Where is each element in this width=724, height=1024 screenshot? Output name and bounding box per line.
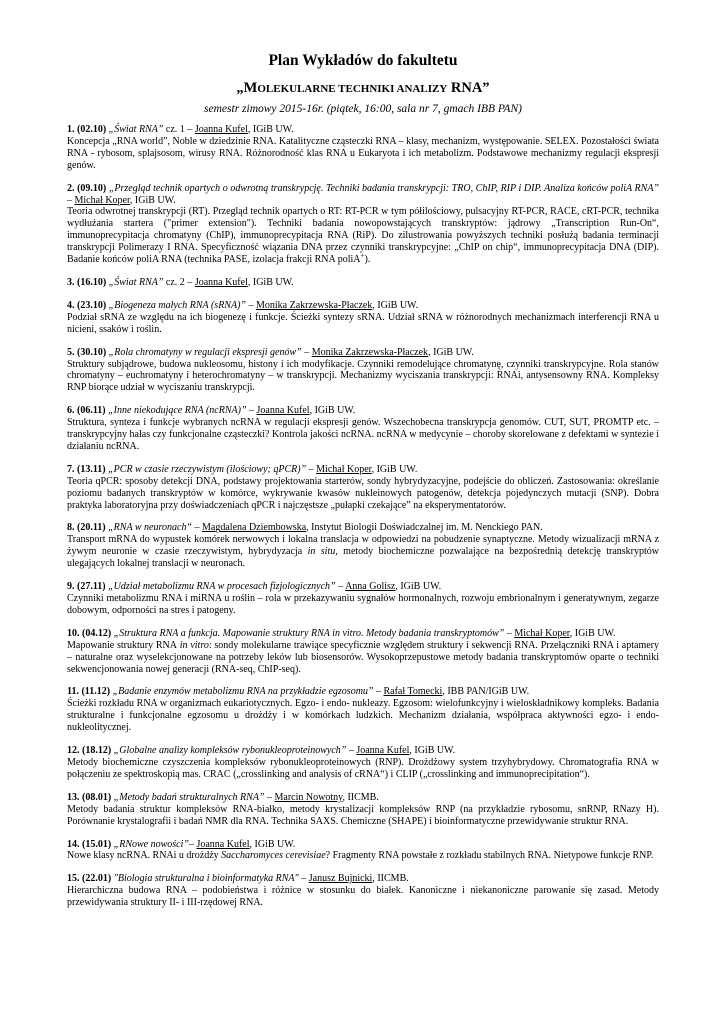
description-text: Ścieżki rozkładu RNA w organizmach eukariotycznych. Egzo- i endo- nukleazy. Egzosom: wielofunkcyjny i wieloskładnikowy kompleks. Badania strukturalne i funkcjonalne egzosomu u drożdży i w komórkach ludzkich. Mechanizm działania, współpraca aktywności egzo- i endo-nukleolitycznej. [67, 698, 659, 734]
lecture-item [67, 347, 659, 395]
lecturer-name: Janusz Bujnicki [308, 873, 373, 885]
document-page [67, 52, 659, 920]
lecturer-name: Anna Golisz [345, 581, 396, 593]
description-italic: in vitro [177, 639, 209, 651]
description-text: Koncepcja „RNA world”, Noble w dziedzinie RNA. Katalityczne cząsteczki RNA – klasy, mechanizm, występowanie. SELEX. Pozostałości świata RNA - rybosom, splajsosom, wirusy RNA. Różnorodność klas RNA u Eukaryota i ich metabolizm. Podstawowe mechanizmy regulacji ekspresji genów. [67, 135, 659, 171]
lecturer-institution: , IGiB UW. [409, 745, 456, 757]
lecturer-name: Michał Koper [316, 463, 372, 475]
lecturer-institution: , IGiB UW. [371, 463, 418, 475]
lecture-description [67, 206, 659, 266]
lecture-number: 5. (30.10) [67, 346, 107, 358]
description-text: Teoria odwrotnej transkrypcji (RT). Przegląd technik opartych o RT: RT-PCR w tym półilościowy, pulsacyjny RT-PCR, RACE, cRT-PCR, technika wydłużania startera ("primer extension"). Techniki badania nowopowstających transkryptów: jądrowy „Transcription Run-On“, immunoprecypitacja chromatyny (ChIP), immunoprecypitacja RNA (RiP). Do zilustrowania powyższych techniki posłużą badania terminacji transkrypcji Polimerazy I RNA. Specyficzność wiązania DNA przez czynniki transkrypcyjne: „ChIP on chip“, immunoprecypitacja DNA (DIP). Badanie końców poliA RNA (technika PASE, izolacja frakcji RNA poliA [67, 206, 659, 266]
lecture-heading [67, 183, 659, 207]
lecture-title: "Biologia strukturalna i bioinformatyka RNA" [111, 873, 299, 885]
lecture-description [67, 136, 659, 172]
lecture-title: „Badanie enzymów metabolizmu RNA na przykładzie egzosomu” [110, 686, 374, 698]
lecture-title: „Rola chromatyny w regulacji ekspresji genów” [106, 346, 302, 358]
lecture-heading [67, 124, 659, 136]
lecture-heading [67, 628, 659, 640]
lecture-title-suffix: – [188, 838, 197, 850]
lecturer-institution: , IGiB UW. [372, 299, 419, 311]
lecturer-name: Joanna Kufel [256, 405, 310, 417]
lecturer-name: Marcin Nowotny [274, 791, 343, 803]
lecture-item [67, 300, 659, 336]
lecturer-name: Magdalena Dziembowska [202, 522, 307, 534]
lecture-number: 6. (06.11) [67, 405, 106, 417]
lecture-description [67, 593, 659, 617]
lecture-item [67, 183, 659, 266]
lecture-heading [67, 464, 659, 476]
lecture-title-suffix: – [245, 299, 256, 311]
lecturer-institution: IGiB UW. [252, 838, 296, 850]
lecturer-name: Joanna Kufel [194, 124, 248, 135]
lecture-title: „Biogeneza małych RNA (sRNA)” [106, 299, 246, 311]
lecture-title: „Udział metabolizmu RNA w procesach fizjologicznych” [105, 581, 336, 593]
lecturer-name: Monika Zakrzewska-Płaczek [255, 299, 373, 311]
lecture-title-suffix: – [373, 686, 384, 698]
lecture-number: 8. (20.11) [67, 522, 106, 534]
lecture-item [67, 405, 659, 453]
lecture-item [67, 522, 659, 570]
lecture-title-suffix: – [264, 791, 275, 803]
lecture-title-suffix: – [335, 581, 346, 593]
description-text-end: ). [364, 254, 371, 266]
description-text: Nowe klasy ncRNA. RNAi u drożdży [67, 850, 219, 862]
lecture-title-suffix: – [346, 745, 357, 757]
document-title: Plan Wykładów do fakultetu [268, 52, 458, 69]
lecture-number: 3. (16.10) [67, 276, 107, 288]
lecture-number: 13. (08.01) [67, 791, 112, 803]
lecture-description [67, 359, 659, 395]
lecturer-name: Joanna Kufel [356, 745, 410, 757]
lecture-item [67, 277, 659, 289]
lecture-item [67, 839, 659, 863]
lecture-title: „PCR w czasie rzeczywistym (ilościowy; qPCR)” [105, 463, 307, 475]
lecturer-name: Joanna Kufel, [196, 838, 253, 850]
description-superscript: + [360, 251, 365, 260]
lecture-title-suffix: – [298, 873, 309, 885]
description-text: Struktura, synteza i funkcje wybranych ncRNA w regulacji ekspresji genów. Wszechobecna transkrypcja genomów. CUT, SUT, PROMTP etc. – transkrypcyjny hałas czy funkcjonalne cząsteczki? Kontrola jakości ncRNA. ncRNA w medycynie – choroby skorelowane z defektami w syntezie i działaniu ncRNA. [67, 417, 659, 452]
lecture-title: „Struktura RNA a funkcja. Mapowanie struktury RNA in vitro. Metody badania transkryptomów” [111, 627, 505, 639]
lecturer-institution: , IGiB UW. [428, 346, 474, 358]
lecture-description [67, 885, 659, 909]
lecture-heading [67, 792, 659, 804]
lecture-description [67, 476, 659, 512]
lecture-number: 9. (27.11) [67, 581, 106, 593]
lecturer-institution: , IGiB UW. [247, 276, 294, 288]
lecturer-institution: , Instytut Biologii Doświadczalnej im. M. Nenckiego PAN. [306, 522, 543, 534]
lecture-title-suffix: – [306, 463, 317, 475]
lecture-description [67, 534, 659, 570]
lecture-number: 15. (22.01) [67, 873, 112, 885]
lecture-description [67, 698, 659, 734]
lecture-number: 14. (15.01) [67, 838, 112, 850]
description-italic: in situ [302, 546, 336, 558]
lecture-description [67, 804, 659, 828]
lecture-heading [67, 839, 659, 851]
lecture-heading [67, 347, 659, 359]
lecture-heading [67, 300, 659, 312]
lecture-title: „RNA w neuronach“ [105, 522, 193, 534]
lecture-title-suffix: – [192, 522, 203, 534]
lecture-title-suffix: – [67, 194, 75, 206]
lecture-heading [67, 686, 659, 698]
description-text-end: , metody biochemiczne pozwalające na bezpośrednią detekcję transkryptów ulegających lokalnej translacji w neuronach. [67, 546, 660, 570]
lecture-title: „Świat RNA” [106, 276, 164, 288]
lecture-item [67, 873, 659, 909]
description-text: Teoria qPCR: sposoby detekcji DNA, podstawy projektowania starterów, sondy hybrydyzacyjne, podejście do obliczeń. Zastosowania: określanie poziomu badanych transkryptów w komórce, wykrywanie kwasów nukleinowych patogenów, detekcja pojedynczych mutacji (SNP). Dobra praktyka laboratoryjna przy doświadczeniach qPCR i najczęstsze „pułapki czekające” na eksperymentatorów. [67, 475, 659, 511]
lecture-item [67, 686, 659, 734]
lecture-number: 12. (18.12) [67, 745, 112, 757]
description-text: Transport mRNA do wypustek komórek nerwowych i lokalna translacja w odpowiedzi na pobudzenie synaptyczne. Metody wizualizacji mRNA z żywym neuronie w czasie rzeczywistym, hybrydyzacja [67, 534, 659, 558]
lecture-number: 2. (09.10) [67, 182, 107, 194]
description-text: Czynniki metabolizmu RNA i miRNA u roślin – rola w przekazywaniu sygnałów hormonalnych, rozwoju embrionalnym i generatywnym, zegarze dobowym, odporności na stres i patogeny. [67, 593, 659, 616]
lecture-heading [67, 873, 659, 885]
description-text-end: : sondy molekularne trawiące specyficznie względem struktury i sekwencji RNA. Przełączniki RNA i aptamery – naturalne oraz wyselekcjonowane na potrzeby leków lub biosensorów. Wysokoprzepustowe metody badania transkryptomów oparte o techniki sekwencjonowania nowej generacji (RNA-seq, ChIP-seq). [67, 639, 660, 675]
lecturer-name: Joanna Kufel [194, 276, 248, 288]
lecture-title: „Metody badań strukturalnych RNA” [111, 791, 265, 803]
lecturer-institution: , IGiB UW. [129, 194, 176, 206]
lecture-item [67, 124, 659, 172]
lecture-heading [67, 745, 659, 757]
description-text: Podział sRNA ze względu na ich biogenezę i funkcje. Ścieżki syntezy sRNA. Udział sRNA w różnorodnych mechanizmach interferencji RNA u nicieni, ssaków i roślin. [67, 311, 659, 335]
lecture-item [67, 745, 659, 781]
lecture-title: „Globalne analizy kompleksów rybonukleoproteinowych” [111, 745, 347, 757]
lecture-title-suffix: – [301, 346, 312, 358]
lecture-item [67, 581, 659, 617]
lecture-item [67, 464, 659, 512]
description-text: Struktury subjądrowe, budowa nukleosomu, histony i ich modyfikacje. Czynniki remodelujące chromatynę, czynniki transkrypcyjne. Rola stanów chromatyny – euchromatyny i heterochromatyny – w transkrypcji. Mechanizmy wyciszania transkrypcji: RNAi, antysensowny RNA. Kompleksy RNP biorące udział w wyciszaniu transkrypcji. [67, 358, 659, 394]
lecture-title-suffix: – [504, 627, 515, 639]
lecture-description [67, 850, 659, 862]
course-title [67, 79, 659, 98]
lecture-list [67, 124, 659, 909]
lecturer-institution: , IBB PAN/IGiB UW. [442, 686, 530, 698]
description-text: Metody biochemiczne czyszczenia kompleksów rybonukleoproteinowych (RNP). Drożdżowy system trzyhybrydowy. Chromatografia RNA w połączeniu ze spektroskopią mas. CRAC („crosslinking and analysis of cRNA“) i CLIP („crosslinking and immunoprecipitation“). [67, 756, 659, 780]
description-text: Hierarchiczna budowa RNA – podobieństwa i różnice w stosunku do białek. Kanoniczne i niekanoniczne parowanie się zasad. Metody przewidywania struktury II- i III-rzędowej RNA. [67, 885, 659, 909]
description-text: Metody badania struktur kompleksów RNA-białko, metody krystalizacji kompleksów RNP (na przykładzie rybosomu, snRNP, RNazy H). Porównanie krystalografii i badań NMR dla RNA. Technika SAXS. Chemiczne (SHAPE) i bioinformatyczne przewidywanie struktur RNA. [67, 803, 659, 827]
lecturer-name: Monika Zakrzewska-Płaczek [311, 346, 429, 358]
lecture-title: „Inne niekodujące RNA (ncRNA)” [105, 405, 247, 417]
lecturer-institution: , IICMB. [342, 791, 379, 803]
lecturer-institution: , IGiB UW. [395, 581, 442, 593]
lecture-title-suffix: – [246, 405, 257, 417]
lecturer-institution: , IGiB UW. [247, 124, 294, 135]
lecture-title: „RNowe nowości” [111, 838, 189, 850]
lecturer-institution: , IGiB UW. [569, 627, 616, 639]
lecture-title-suffix: cz. 1 – [163, 124, 195, 135]
lecturer-name: Rafał Tomecki [383, 686, 443, 698]
lecture-number: 11. (11.12) [67, 686, 111, 698]
semester-info: semestr zimowy 2015-16r. (piątek, 16:00, sala nr 7, gmach IBB PAN) [204, 103, 522, 115]
lecturer-name: Michał Koper [514, 627, 570, 639]
lecture-number: 1. (02.10) [67, 124, 107, 135]
lecture-heading [67, 405, 659, 417]
course-title-close: RNA” [447, 80, 490, 96]
lecturer-institution: , IGiB UW. [309, 405, 356, 417]
lecture-number: 10. (04.12) [67, 627, 112, 639]
lecture-item [67, 792, 659, 828]
lecture-number: 4. (23.10) [67, 299, 107, 311]
lecture-heading [67, 581, 659, 593]
lecture-heading [67, 522, 659, 534]
description-text: Mapowanie struktury RNA [67, 639, 177, 651]
lecture-title-suffix: cz. 2 – [163, 276, 195, 288]
description-italic: Saccharomyces cerevisiae [218, 850, 326, 862]
lecture-description [67, 417, 659, 453]
description-text-end: ? Fragmenty RNA powstałe z rozkładu stabilnych RNA. Nietypowe funkcje RNP. [325, 850, 654, 862]
lecture-description [67, 757, 659, 781]
lecture-title: „Świat RNA” [106, 124, 164, 135]
lecture-description [67, 640, 659, 676]
lecturer-name: Michał Koper [74, 194, 130, 206]
lecture-number: 7. (13.11) [67, 463, 106, 475]
course-title-smallcaps: OLEKULARNE TECHNIKI ANALIZY [257, 83, 448, 95]
lecture-description [67, 312, 659, 336]
lecture-item [67, 628, 659, 676]
lecture-heading [67, 277, 659, 289]
lecturer-institution: , IICMB. [372, 873, 409, 885]
course-title-open: „M [236, 80, 258, 96]
lecture-title: „Przegląd technik opartych o odwrotną transkrypcję. Techniki badania transkrypcji: TRO, ChIP, RIP i DIP. Analiza końców poliA RNA” [106, 182, 659, 194]
